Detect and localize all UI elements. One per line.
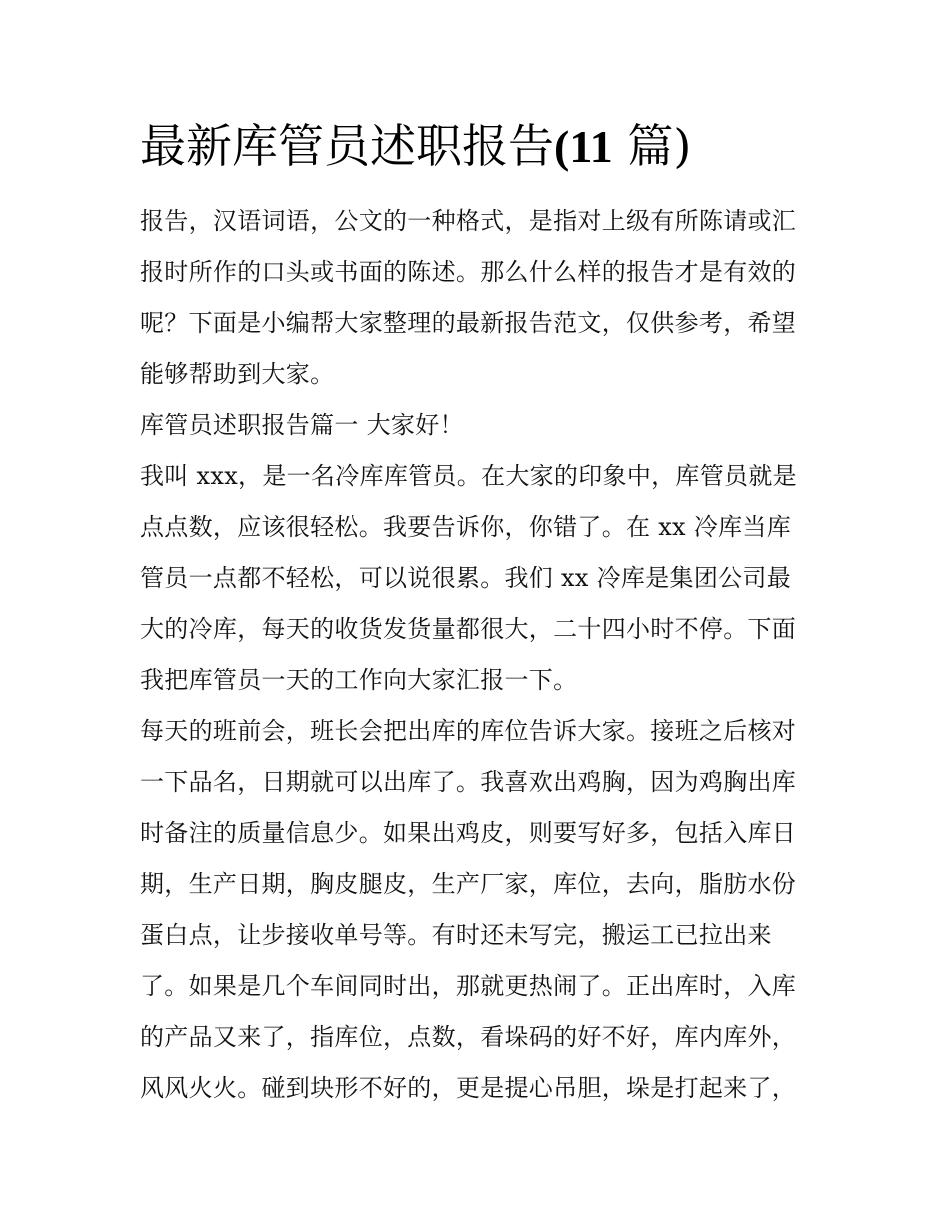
paragraph-line: 每天的班前会，班长会把出库的库位告诉大家。接班之后核对 <box>140 717 797 745</box>
title-text: 最新库管员述职报告 <box>140 119 554 173</box>
intro-line: 呢？下面是小编帮大家整理的最新报告范文，仅供参考，希望 <box>140 309 797 337</box>
paragraph-line: 蛋白点，让步接收单号等。有时还未写完，搬运工已拉出来 <box>140 921 772 949</box>
paragraph-line: 风风火火。碰到块形不好的，更是提心吊胆，垛是打起来了， <box>140 1074 797 1102</box>
paragraph-line: 管员一点都不轻松，可以说很累。我们 xx 冷库是集团公司最 <box>140 564 792 592</box>
paragraph-line: 的产品又来了，指库位，点数，看垛码的好不好，库内库外， <box>140 1023 797 1051</box>
intro-line: 能够帮助到大家。 <box>140 360 335 388</box>
paragraph-line: 我把库管员一天的工作向大家汇报一下。 <box>140 666 578 694</box>
intro-line: 报时所作的口头或书面的陈述。那么什么样的报告才是有效的 <box>140 258 797 286</box>
intro-line: 报告，汉语词语，公文的一种格式，是指对上级有所陈请或汇 <box>140 207 797 235</box>
paragraph-line: 点点数，应该很轻松。我要告诉你，你错了。在 xx 冷库当库 <box>140 513 792 541</box>
paragraph-line: 期，生产日期，胸皮腿皮，生产厂家，库位，去向，脂肪水份 <box>140 870 797 898</box>
title-count: 11 <box>569 121 613 172</box>
title-paren-close: 篇) <box>612 119 692 173</box>
paragraph-line: 一下品名，日期就可以出库了。我喜欢出鸡胸，因为鸡胸出库 <box>140 768 797 796</box>
document-title <box>140 116 691 177</box>
paragraph-line: 大的冷库，每天的收货发货量都很大，二十四小时不停。下面 <box>140 615 797 643</box>
title-paren-open: ( <box>554 121 570 172</box>
paragraph-line: 我叫 xxx，是一名冷库库管员。在大家的印象中，库管员就是 <box>140 462 797 490</box>
section-heading-line: 库管员述职报告篇一 大家好！ <box>140 411 464 439</box>
document-body <box>140 196 820 1114</box>
paragraph-line: 时备注的质量信息少。如果出鸡皮，则要写好多，包括入库日 <box>140 819 797 847</box>
paragraph-line: 了。如果是几个车间同时出，那就更热闹了。正出库时，入库 <box>140 972 797 1000</box>
